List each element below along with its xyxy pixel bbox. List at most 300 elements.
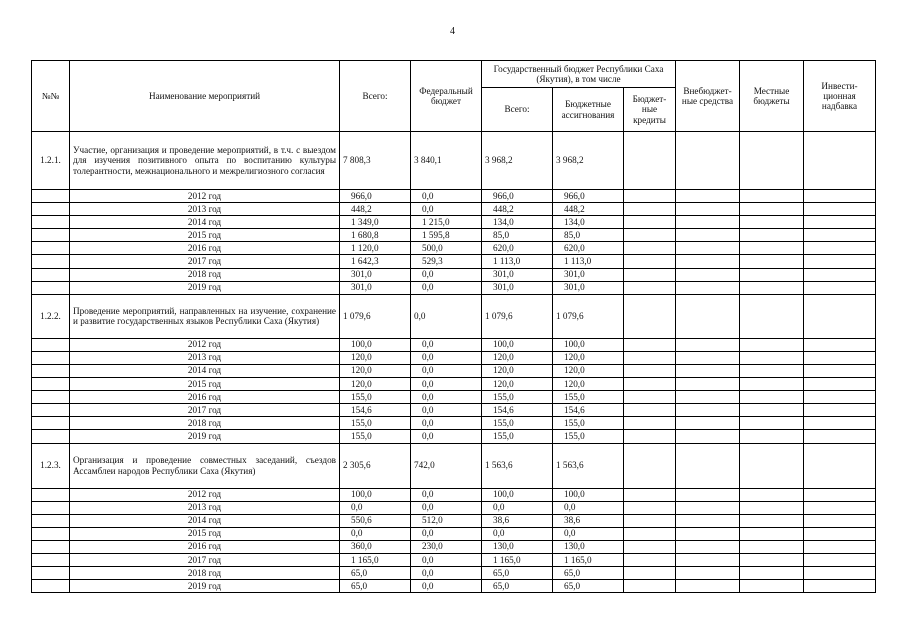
section-name: Проведение мероприятий, направленных на изучение, сохранение и развитие государственных языков Республики Саха (Якутия) (70, 294, 340, 338)
table-row (32, 190, 876, 203)
year-label: 2012 год (70, 488, 340, 501)
year-rep-credits-cell (624, 190, 676, 203)
section-invest-cell (804, 443, 876, 488)
year-rep-credits-cell (624, 567, 676, 580)
year-code-cell (32, 281, 70, 294)
year-label: 2017 год (70, 404, 340, 417)
year-rep-total: 120,0 (482, 364, 553, 377)
section-extra-budget-cell (676, 443, 740, 488)
year-invest-cell (804, 281, 876, 294)
year-code-cell (32, 378, 70, 391)
header-invest: Инвести-ционная надбавка (804, 61, 876, 132)
year-extra-budget-cell (676, 404, 740, 417)
year-federal: 0,0 (411, 391, 482, 404)
year-invest-cell (804, 242, 876, 255)
year-label: 2016 год (70, 242, 340, 255)
year-local-cell (740, 404, 804, 417)
table-row (32, 378, 876, 391)
table-row (32, 404, 876, 417)
header-rep-total: Всего: (482, 88, 553, 132)
year-federal: 1 215,0 (411, 216, 482, 229)
year-invest-cell (804, 203, 876, 216)
year-invest-cell (804, 430, 876, 443)
year-invest-cell (804, 417, 876, 430)
year-extra-budget-cell (676, 378, 740, 391)
year-federal: 0,0 (411, 404, 482, 417)
year-rep-assign: 448,2 (553, 203, 624, 216)
year-rep-total: 0,0 (482, 501, 553, 514)
year-rep-total: 155,0 (482, 391, 553, 404)
year-code-cell (32, 404, 70, 417)
year-label: 2017 год (70, 255, 340, 268)
year-rep-assign: 966,0 (553, 190, 624, 203)
year-local-cell (740, 364, 804, 377)
year-invest-cell (804, 553, 876, 566)
year-rep-total: 100,0 (482, 488, 553, 501)
year-extra-budget-cell (676, 364, 740, 377)
year-rep-total: 301,0 (482, 268, 553, 281)
header-local: Местные бюджеты (740, 61, 804, 132)
year-label: 2019 год (70, 580, 340, 593)
table-row (32, 229, 876, 242)
year-federal: 0,0 (411, 527, 482, 540)
year-local-cell (740, 281, 804, 294)
year-rep-total: 620,0 (482, 242, 553, 255)
year-code-cell (32, 338, 70, 351)
header-republic-group: Государственный бюджет Республики Саха (Якутия), в том числе (482, 61, 676, 88)
year-label: 2014 год (70, 364, 340, 377)
year-label: 2014 год (70, 216, 340, 229)
year-rep-credits-cell (624, 364, 676, 377)
year-code-cell (32, 190, 70, 203)
year-rep-credits-cell (624, 553, 676, 566)
year-extra-budget-cell (676, 514, 740, 527)
year-rep-credits-cell (624, 404, 676, 417)
year-rep-total: 130,0 (482, 540, 553, 553)
year-extra-budget-cell (676, 281, 740, 294)
year-label: 2016 год (70, 391, 340, 404)
header-rep-credits: Бюджет-ные кредиты (624, 88, 676, 132)
year-label: 2013 год (70, 203, 340, 216)
year-local-cell (740, 338, 804, 351)
section-code: 1.2.1. (32, 132, 70, 190)
year-federal: 0,0 (411, 430, 482, 443)
year-rep-assign: 120,0 (553, 364, 624, 377)
year-rep-credits-cell (624, 216, 676, 229)
table-row (32, 430, 876, 443)
year-local-cell (740, 501, 804, 514)
year-code-cell (32, 242, 70, 255)
table-row (32, 281, 876, 294)
year-rep-credits-cell (624, 203, 676, 216)
year-rep-total: 1 165,0 (482, 553, 553, 566)
section-total: 7 808,3 (340, 132, 411, 190)
year-label: 2018 год (70, 567, 340, 580)
year-total: 65,0 (340, 580, 411, 593)
year-federal: 230,0 (411, 540, 482, 553)
year-invest-cell (804, 229, 876, 242)
year-rep-credits-cell (624, 351, 676, 364)
year-local-cell (740, 190, 804, 203)
year-invest-cell (804, 351, 876, 364)
year-federal: 0,0 (411, 190, 482, 203)
year-invest-cell (804, 514, 876, 527)
year-extra-budget-cell (676, 268, 740, 281)
year-invest-cell (804, 501, 876, 514)
year-rep-assign: 120,0 (553, 351, 624, 364)
year-local-cell (740, 430, 804, 443)
header-num: №№ (32, 61, 70, 132)
year-local-cell (740, 527, 804, 540)
year-federal: 0,0 (411, 488, 482, 501)
year-code-cell (32, 255, 70, 268)
section-rep-total: 1 563,6 (482, 443, 553, 488)
year-invest-cell (804, 216, 876, 229)
year-invest-cell (804, 488, 876, 501)
year-label: 2012 год (70, 338, 340, 351)
year-extra-budget-cell (676, 553, 740, 566)
year-local-cell (740, 417, 804, 430)
year-rep-total: 65,0 (482, 567, 553, 580)
table-row (32, 242, 876, 255)
table-row (32, 527, 876, 540)
year-code-cell (32, 351, 70, 364)
year-extra-budget-cell (676, 430, 740, 443)
year-rep-assign: 38,6 (553, 514, 624, 527)
year-local-cell (740, 580, 804, 593)
year-total: 1 120,0 (340, 242, 411, 255)
year-extra-budget-cell (676, 242, 740, 255)
year-rep-assign: 85,0 (553, 229, 624, 242)
year-federal: 529,3 (411, 255, 482, 268)
year-federal: 0,0 (411, 378, 482, 391)
year-total: 155,0 (340, 391, 411, 404)
section-federal: 742,0 (411, 443, 482, 488)
year-extra-budget-cell (676, 501, 740, 514)
header-extra-budget: Внебюджет-ные средства (676, 61, 740, 132)
year-extra-budget-cell (676, 488, 740, 501)
year-federal: 0,0 (411, 203, 482, 216)
year-code-cell (32, 417, 70, 430)
year-rep-assign: 100,0 (553, 488, 624, 501)
year-rep-credits-cell (624, 242, 676, 255)
table-row (32, 417, 876, 430)
year-rep-assign: 134,0 (553, 216, 624, 229)
year-rep-credits-cell (624, 229, 676, 242)
year-invest-cell (804, 255, 876, 268)
table-body (32, 132, 876, 593)
table-row (32, 255, 876, 268)
year-rep-total: 966,0 (482, 190, 553, 203)
year-total: 0,0 (340, 501, 411, 514)
section-total: 2 305,6 (340, 443, 411, 488)
year-rep-assign: 154,6 (553, 404, 624, 417)
year-rep-assign: 120,0 (553, 378, 624, 391)
year-code-cell (32, 216, 70, 229)
year-local-cell (740, 268, 804, 281)
year-total: 966,0 (340, 190, 411, 203)
year-rep-total: 154,6 (482, 404, 553, 417)
year-local-cell (740, 351, 804, 364)
year-code-cell (32, 430, 70, 443)
year-total: 100,0 (340, 338, 411, 351)
year-federal: 0,0 (411, 364, 482, 377)
section-rep-total: 1 079,6 (482, 294, 553, 338)
section-federal: 3 840,1 (411, 132, 482, 190)
year-federal: 500,0 (411, 242, 482, 255)
year-extra-budget-cell (676, 527, 740, 540)
table-row (32, 540, 876, 553)
year-rep-credits-cell (624, 488, 676, 501)
year-extra-budget-cell (676, 203, 740, 216)
year-code-cell (32, 540, 70, 553)
year-total: 120,0 (340, 378, 411, 391)
table-row (32, 294, 876, 338)
year-total: 1 680,8 (340, 229, 411, 242)
year-rep-credits-cell (624, 281, 676, 294)
section-local-cell (740, 443, 804, 488)
year-total: 154,6 (340, 404, 411, 417)
section-code: 1.2.3. (32, 443, 70, 488)
table-row (32, 501, 876, 514)
table-row (32, 391, 876, 404)
year-federal: 0,0 (411, 553, 482, 566)
year-local-cell (740, 242, 804, 255)
year-rep-total: 120,0 (482, 378, 553, 391)
year-rep-assign: 301,0 (553, 281, 624, 294)
year-total: 0,0 (340, 527, 411, 540)
year-rep-credits-cell (624, 378, 676, 391)
year-rep-total: 1 113,0 (482, 255, 553, 268)
year-label: 2016 год (70, 540, 340, 553)
table-row (32, 580, 876, 593)
year-rep-credits-cell (624, 430, 676, 443)
year-rep-total: 38,6 (482, 514, 553, 527)
year-local-cell (740, 216, 804, 229)
year-rep-assign: 620,0 (553, 242, 624, 255)
table-header (32, 61, 876, 132)
year-rep-credits-cell (624, 338, 676, 351)
year-rep-credits-cell (624, 501, 676, 514)
year-code-cell (32, 567, 70, 580)
year-local-cell (740, 567, 804, 580)
year-total: 550,6 (340, 514, 411, 527)
year-rep-total: 85,0 (482, 229, 553, 242)
year-extra-budget-cell (676, 190, 740, 203)
year-label: 2017 год (70, 553, 340, 566)
year-rep-assign: 65,0 (553, 567, 624, 580)
table-row (32, 488, 876, 501)
year-local-cell (740, 378, 804, 391)
section-invest-cell (804, 294, 876, 338)
header-rep-assign: Бюджетные ассигнования (553, 88, 624, 132)
year-code-cell (32, 553, 70, 566)
section-rep-credits-cell (624, 294, 676, 338)
header-name: Наименование мероприятий (70, 61, 340, 132)
year-label: 2015 год (70, 229, 340, 242)
year-invest-cell (804, 364, 876, 377)
table-row (32, 216, 876, 229)
year-rep-credits-cell (624, 268, 676, 281)
year-local-cell (740, 488, 804, 501)
year-rep-assign: 155,0 (553, 430, 624, 443)
year-rep-assign: 100,0 (553, 338, 624, 351)
year-invest-cell (804, 391, 876, 404)
year-rep-assign: 0,0 (553, 501, 624, 514)
year-label: 2013 год (70, 501, 340, 514)
year-code-cell (32, 527, 70, 540)
section-extra-budget-cell (676, 132, 740, 190)
year-total: 448,2 (340, 203, 411, 216)
year-federal: 0,0 (411, 338, 482, 351)
year-rep-credits-cell (624, 255, 676, 268)
table-row (32, 553, 876, 566)
year-rep-total: 100,0 (482, 338, 553, 351)
year-code-cell (32, 203, 70, 216)
year-local-cell (740, 553, 804, 566)
year-code-cell (32, 580, 70, 593)
year-extra-budget-cell (676, 216, 740, 229)
section-extra-budget-cell (676, 294, 740, 338)
section-rep-assign: 3 968,2 (553, 132, 624, 190)
table-row (32, 364, 876, 377)
table-row (32, 338, 876, 351)
table-row (32, 132, 876, 190)
year-code-cell (32, 391, 70, 404)
section-total: 1 079,6 (340, 294, 411, 338)
year-invest-cell (804, 378, 876, 391)
year-total: 1 349,0 (340, 216, 411, 229)
year-extra-budget-cell (676, 567, 740, 580)
year-total: 1 642,3 (340, 255, 411, 268)
year-local-cell (740, 514, 804, 527)
year-total: 100,0 (340, 488, 411, 501)
year-label: 2015 год (70, 378, 340, 391)
year-federal: 0,0 (411, 351, 482, 364)
year-invest-cell (804, 404, 876, 417)
year-code-cell (32, 488, 70, 501)
year-code-cell (32, 514, 70, 527)
table-row (32, 514, 876, 527)
year-invest-cell (804, 338, 876, 351)
year-extra-budget-cell (676, 540, 740, 553)
year-rep-assign: 65,0 (553, 580, 624, 593)
section-rep-assign: 1 079,6 (553, 294, 624, 338)
year-local-cell (740, 391, 804, 404)
section-name: Организация и проведение совместных заседаний, съездов Ассамблеи народов Республики Саха (Якутия) (70, 443, 340, 488)
year-federal: 1 595,8 (411, 229, 482, 242)
year-invest-cell (804, 540, 876, 553)
year-local-cell (740, 540, 804, 553)
year-federal: 512,0 (411, 514, 482, 527)
year-rep-credits-cell (624, 391, 676, 404)
year-federal: 0,0 (411, 580, 482, 593)
year-total: 120,0 (340, 364, 411, 377)
year-label: 2013 год (70, 351, 340, 364)
year-label: 2019 год (70, 281, 340, 294)
section-rep-credits-cell (624, 443, 676, 488)
table-row (32, 351, 876, 364)
year-rep-credits-cell (624, 540, 676, 553)
year-federal: 0,0 (411, 567, 482, 580)
year-extra-budget-cell (676, 338, 740, 351)
year-rep-assign: 1 165,0 (553, 553, 624, 566)
year-code-cell (32, 501, 70, 514)
section-federal: 0,0 (411, 294, 482, 338)
section-rep-credits-cell (624, 132, 676, 190)
header-federal: Федеральный бюджет (411, 61, 482, 132)
header-total: Всего: (340, 61, 411, 132)
year-rep-credits-cell (624, 514, 676, 527)
year-total: 65,0 (340, 567, 411, 580)
page-number: 4 (450, 26, 455, 37)
year-federal: 0,0 (411, 268, 482, 281)
year-label: 2018 год (70, 417, 340, 430)
year-rep-total: 155,0 (482, 430, 553, 443)
year-rep-credits-cell (624, 417, 676, 430)
year-total: 360,0 (340, 540, 411, 553)
year-invest-cell (804, 567, 876, 580)
year-rep-total: 448,2 (482, 203, 553, 216)
section-invest-cell (804, 132, 876, 190)
year-local-cell (740, 229, 804, 242)
year-local-cell (740, 255, 804, 268)
year-invest-cell (804, 580, 876, 593)
year-code-cell (32, 268, 70, 281)
year-extra-budget-cell (676, 580, 740, 593)
year-rep-total: 120,0 (482, 351, 553, 364)
year-rep-assign: 130,0 (553, 540, 624, 553)
year-total: 301,0 (340, 268, 411, 281)
year-rep-total: 301,0 (482, 281, 553, 294)
year-invest-cell (804, 268, 876, 281)
table-row (32, 268, 876, 281)
year-local-cell (740, 203, 804, 216)
year-extra-budget-cell (676, 229, 740, 242)
year-label: 2014 год (70, 514, 340, 527)
year-total: 155,0 (340, 417, 411, 430)
section-name: Участие, организация и проведение мероприятий, в т.ч. с выездом для изучения позитивного опыта по воспитанию культуры толерантности, межнационального и межрелигиозного согласия (70, 132, 340, 190)
section-local-cell (740, 132, 804, 190)
budget-table (31, 60, 876, 593)
section-code: 1.2.2. (32, 294, 70, 338)
year-label: 2019 год (70, 430, 340, 443)
year-total: 1 165,0 (340, 553, 411, 566)
year-rep-assign: 301,0 (553, 268, 624, 281)
year-rep-assign: 1 113,0 (553, 255, 624, 268)
year-rep-total: 0,0 (482, 527, 553, 540)
year-federal: 0,0 (411, 501, 482, 514)
year-label: 2015 год (70, 527, 340, 540)
table-row (32, 443, 876, 488)
year-rep-assign: 155,0 (553, 391, 624, 404)
year-rep-assign: 155,0 (553, 417, 624, 430)
year-federal: 0,0 (411, 281, 482, 294)
table-row (32, 203, 876, 216)
year-label: 2018 год (70, 268, 340, 281)
year-invest-cell (804, 527, 876, 540)
year-code-cell (32, 229, 70, 242)
year-rep-total: 65,0 (482, 580, 553, 593)
year-extra-budget-cell (676, 391, 740, 404)
year-extra-budget-cell (676, 417, 740, 430)
year-total: 155,0 (340, 430, 411, 443)
table-row (32, 567, 876, 580)
section-local-cell (740, 294, 804, 338)
year-rep-total: 155,0 (482, 417, 553, 430)
year-total: 301,0 (340, 281, 411, 294)
year-label: 2012 год (70, 190, 340, 203)
